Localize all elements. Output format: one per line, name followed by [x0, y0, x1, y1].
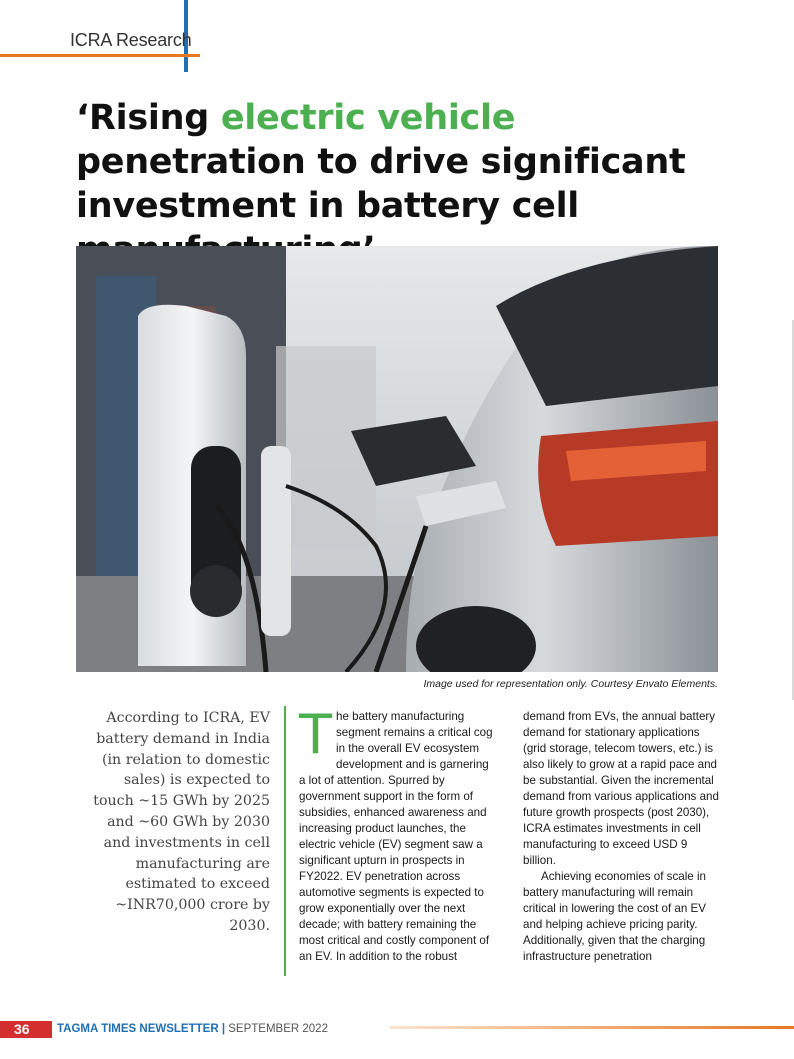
title-part-2: penetration to drive significant investment in battery cell	[76, 142, 686, 226]
second-post	[261, 446, 291, 636]
publication-name: TAGMA TIMES NEWSLETTER	[57, 1023, 219, 1035]
ev-charging-photo	[76, 246, 718, 672]
image-caption: Image used for representation only. Courtesy Envato Elements.	[423, 678, 718, 690]
ev-charging-illustration	[76, 246, 718, 672]
title-highlight: electric vehicle	[220, 98, 516, 138]
tail-light	[538, 421, 718, 546]
section-label: ICRA Research	[70, 30, 192, 50]
issue-date: SEPTEMBER 2022	[228, 1023, 328, 1035]
body-paragraph-3: Achieving economies of scale in battery manufacturing will remain critical in lowering the cost of an EV and helping achieve pricing parity. Additionally, given that the charging infrastructure penetration	[523, 870, 707, 963]
pull-quote: According to ICRA, EV battery demand in India (in relation to domestic sales) is expected to touch ~15 GWh by 2025 and ~60 GWh by 2030 and investments in cell manufacturing are estimated to exceed ~INR70,000 crore by 2030.	[93, 710, 270, 934]
footer-rule	[390, 1026, 794, 1029]
header-horizontal-rule	[0, 54, 200, 57]
body-column-1	[299, 703, 495, 965]
drop-cap: T	[299, 703, 332, 766]
column-divider-accent	[284, 706, 286, 976]
cable-reel	[190, 565, 242, 617]
body-column-2	[523, 709, 723, 965]
title-part-1: ‘Rising	[76, 98, 221, 138]
footer-publication-line	[57, 1022, 328, 1037]
page-number: 36	[0, 1021, 52, 1038]
body-paragraph-2: demand from EVs, the annual battery demand for stationary applications (grid storage, telecom towers, etc.) is also likely to grow at a rapid pace and be substantial. Given the incremental demand from various applications and future growth prospects (post 2030), ICRA estimates investments in cell manufacturing to exceed USD 9 billion.	[523, 710, 719, 867]
footer-separator: |	[221, 1023, 226, 1035]
body-paragraph-1: he battery manufacturing segment remains a critical cog in the overall EV ecosystem development and is garnering a lot of attention. Spurred by government support in the form of subsidies, enhanced awareness and increasing product launches, the electric vehicle (EV) segment saw a significant upturn in prospects in FY2022. EV penetration across automotive segments is expected to grow exponentially over the next decade; with battery remaining the most critical and costly component of an EV. In addition to the robust	[299, 710, 493, 963]
